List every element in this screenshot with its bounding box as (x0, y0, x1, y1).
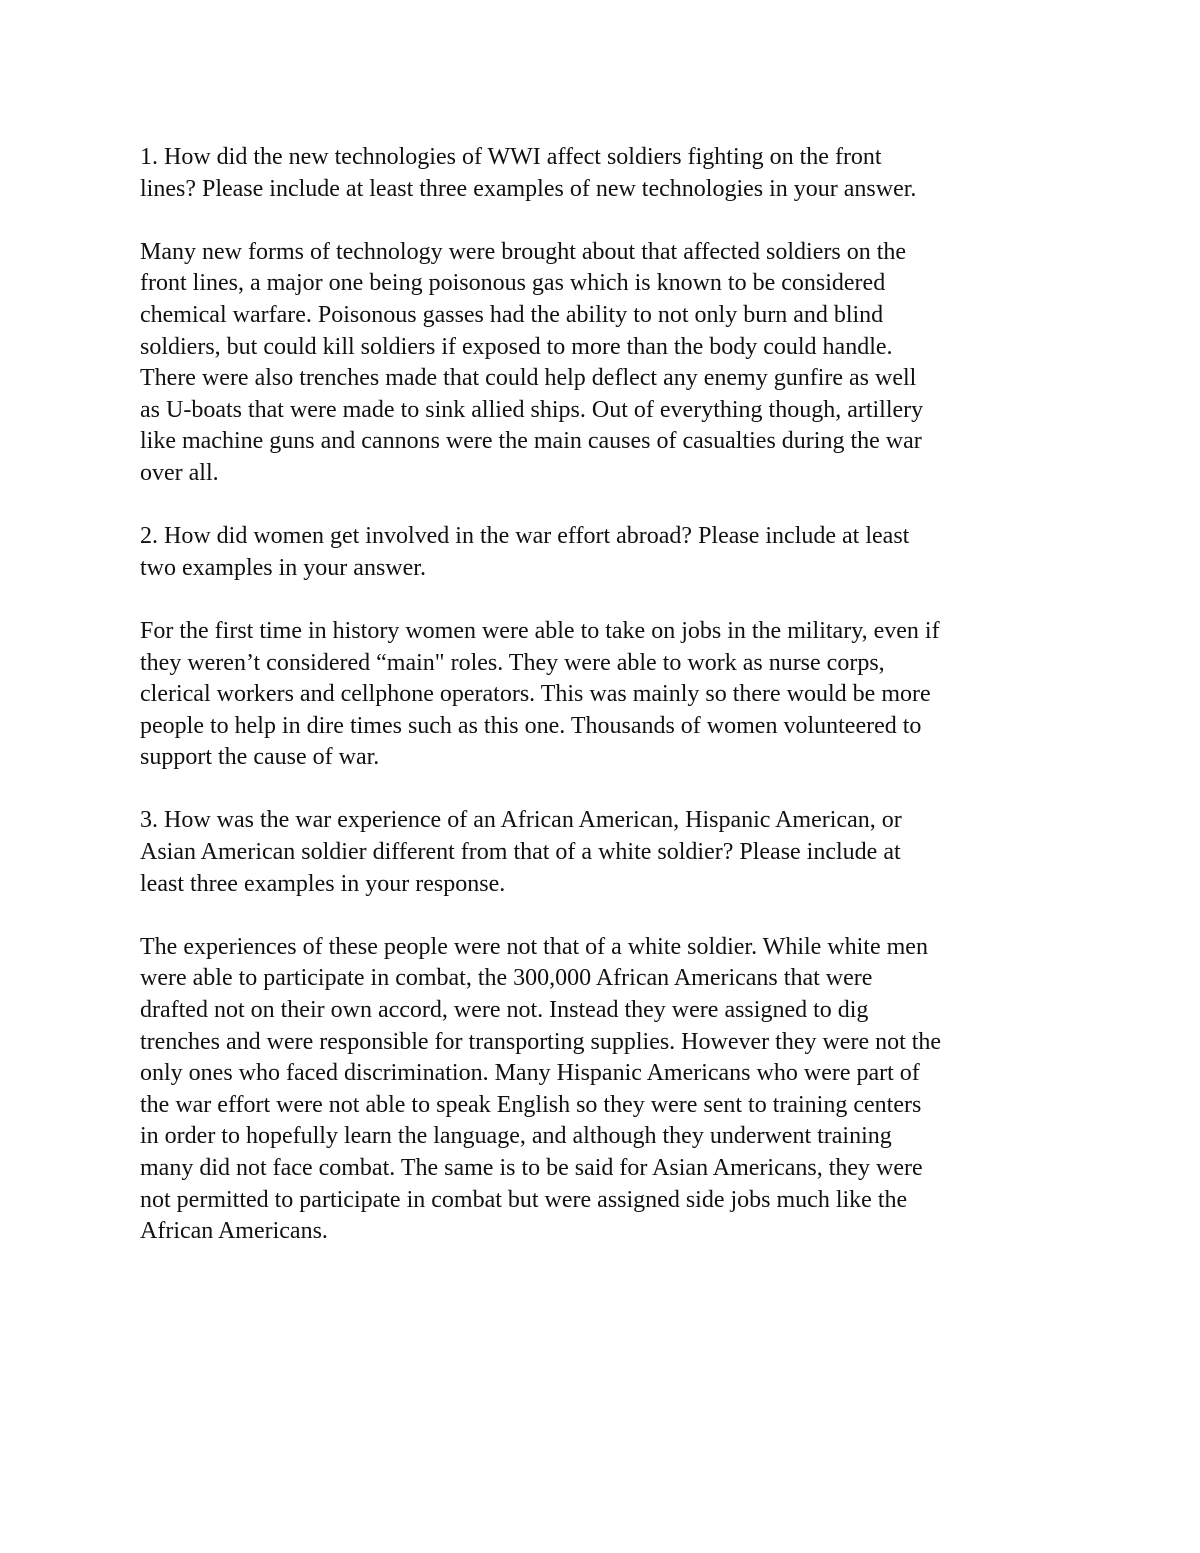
document-body (140, 142, 1070, 1248)
answer-1: Many new forms of technology were brought about that affected soldiers on the front lines, a major one being poisonous gas which is known to be considered chemical warfare. Poisonous gasses had the ability to not only burn and blind soldiers, but could kill soldiers if exposed to more than the body could handle. There were also trenches made that could help deflect any enemy gunfire as well as U-boats that were made to sink allied ships. Out of everything though, artillery like machine guns and cannons were the main causes of casualties during the war over all. (140, 238, 924, 486)
qa-section-1 (140, 142, 1070, 490)
question-3: 3. How was the war experience of an African American, Hispanic American, or Asian American soldier different from that of a white soldier? Please include at least three examples in your response. (140, 807, 902, 897)
question-1: 1. How did the new technologies of WWI affect soldiers fighting on the front lines? Please include at least three examples of new technologies in your answer. (140, 144, 917, 202)
question-2: 2. How did women get involved in the war effort abroad? Please include at least two examples in your answer. (140, 523, 910, 581)
answer-3: The experiences of these people were not that of a white soldier. While white men were able to participate in combat, the 300,000 African Americans that were drafted not on their own accord, were not. Instead they were assigned to dig trenches and were responsible for transporting supplies. However they were not the only ones who faced discrimination. Many Hispanic Americans who were part of the war effort were not able to speak English so they were sent to training centers in order to hopefully learn the language, and although they underwent training many did not face combat. The same is to be said for Asian Americans, they were not permitted to participate in combat but were assigned side jobs much like the African Americans. (140, 933, 942, 1245)
answer-2: For the first time in history women were able to take on jobs in the military, even if they weren’t considered “main" roles. They were able to work as nurse corps, clerical workers and cellphone operators. This was mainly so there would be more people to help in dire times such as this one. Thousands of women volunteered to support the cause of war. (140, 617, 940, 771)
qa-section-3 (140, 805, 1070, 1247)
qa-section-2 (140, 521, 1070, 774)
